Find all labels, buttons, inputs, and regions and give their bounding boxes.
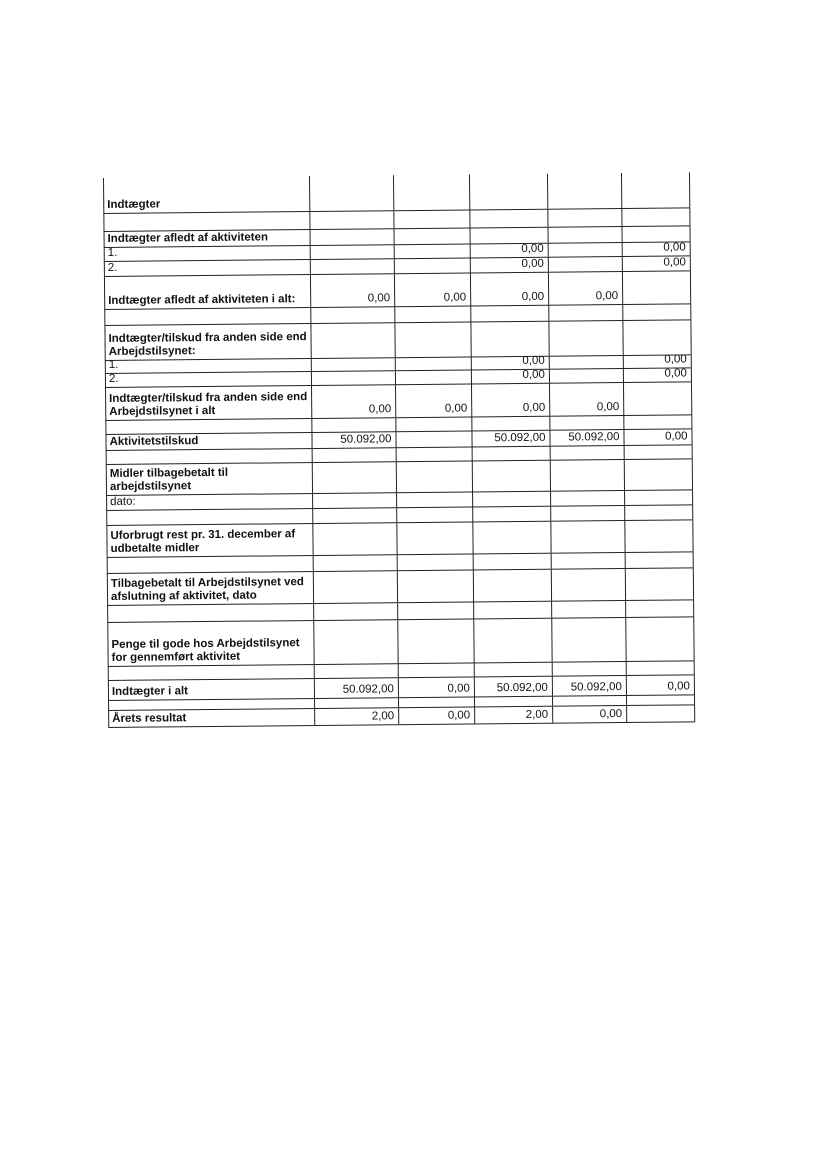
value-cell [625,568,694,600]
value-cell [623,382,692,415]
value-cell [311,371,395,385]
value-cell [552,676,626,696]
value-cell [547,227,621,243]
value-cell [312,523,396,555]
value-cell [310,229,394,245]
value-text: 0,00 [663,241,686,254]
value-cell [625,600,694,617]
value-text: 0,00 [522,368,545,381]
row-label: 1. [108,358,119,371]
row-label-cell [107,556,313,573]
value-cell [551,601,625,618]
value-cell [312,462,396,493]
value-cell [551,569,625,601]
value-cell [311,432,395,448]
value-cell [312,448,396,462]
value-cell [624,505,693,520]
value-cell [623,429,692,445]
value-cell [395,384,471,417]
value-cell [472,447,550,461]
value-cell [395,357,471,370]
row-label-cell [106,449,312,464]
row-label: Indtægter/tilskud fra anden side end Arbejdstilsynet i alt [109,391,308,418]
value-cell [310,274,394,307]
value-cell [398,677,474,697]
row-label-cell [108,665,314,680]
value-cell [474,663,552,677]
value-cell [548,257,622,272]
row-label: Aktivitetstilskud [109,435,199,448]
faint-mark: · · · · [376,793,410,799]
value-cell [469,193,547,210]
value-text: 50.092,00 [342,683,394,696]
value-cell [547,209,621,227]
value-cell [397,619,473,663]
value-cell [311,358,395,371]
value-text: 2,00 [371,710,395,723]
value-text: 0,00 [521,257,544,270]
value-cell [624,520,693,552]
value-text: 0,00 [521,242,544,255]
value-text: 50.092,00 [494,431,546,445]
value-cell [550,506,624,521]
value-cell [473,570,551,602]
value-text: 0,00 [444,402,468,415]
row-label: Midler tilbagebetalt til arbejdstilsynet [109,466,229,493]
value-cell [398,707,474,724]
value-text: 0,00 [664,353,687,366]
value-cell [622,242,691,256]
value-cell [395,417,471,431]
value-cell [474,697,552,707]
value-cell [473,619,551,663]
value-cell [470,228,548,244]
row-label: Indtægter i alt [111,685,189,698]
value-cell [470,244,548,258]
value-cell [625,617,694,661]
value-text: 0,00 [667,680,690,693]
value-cell [309,211,393,229]
value-cell [314,664,398,678]
value-cell [549,383,623,416]
value-cell [394,228,470,244]
value-cell [398,663,474,677]
value-cell [626,705,695,722]
value-cell [398,697,474,707]
value-cell [473,554,551,570]
value-cell [548,305,622,321]
row-label: 2. [107,261,118,274]
table-row [104,271,691,310]
row-label-cell [108,679,314,700]
value-cell [309,194,393,211]
row-label-cell [106,494,312,510]
row-label-cell [105,419,311,434]
row-label: dato: [110,495,136,508]
value-cell [469,210,547,228]
value-cell [474,677,552,697]
value-cell [622,256,691,271]
row-label-cell [105,372,311,387]
table-row [105,382,692,421]
value-cell [470,322,548,357]
value-cell [621,208,690,226]
value-cell [552,662,626,676]
value-cell [550,521,624,553]
value-cell [314,678,398,698]
value-cell [393,210,469,228]
value-cell [393,193,469,210]
value-cell [394,306,470,322]
value-cell [394,273,470,306]
value-cell [394,322,470,357]
value-cell [313,571,397,603]
value-cell [550,460,624,491]
table-row [104,320,691,361]
value-cell [626,695,695,705]
value-cell [472,522,550,554]
value-text: 0,00 [443,291,467,304]
row-label-cell [107,572,313,605]
row-label-cell [103,212,309,231]
row-label-cell [107,621,313,666]
value-cell [472,507,550,522]
value-cell [622,320,691,355]
value-cell [623,368,692,382]
value-cell [550,446,624,460]
row-label-cell [104,246,310,261]
value-cell [395,370,471,384]
value-cell [621,191,690,208]
value-cell [471,370,549,384]
value-cell [313,603,397,620]
value-cell [624,445,693,459]
value-cell [549,416,623,430]
value-text: 50.092,00 [568,431,620,444]
value-cell [471,417,549,431]
value-text: 0,00 [447,709,471,722]
value-text: 0,00 [521,290,545,303]
value-cell [396,507,472,522]
row-label-cell [104,324,310,360]
row-label: 1. [107,246,118,259]
value-cell [626,661,695,675]
value-cell [552,706,626,723]
value-cell [314,708,398,725]
value-text: 0,00 [447,682,470,695]
value-cell [548,243,622,257]
value-text: 0,00 [665,430,688,443]
value-cell [311,385,395,418]
row-label-cell [104,308,310,325]
row-label: Uforbrugt rest pr. 31. december af udbetalte midler [110,528,296,555]
value-text: 0,00 [368,403,392,416]
value-text: 50.092,00 [340,433,392,446]
row-label: Indtægter [107,198,161,211]
table-row [107,617,694,667]
row-label: Indtægter/tilskud fra anden side end Arbejdstilsynet: [108,331,307,358]
value-cell [624,459,693,490]
value-cell [310,259,394,274]
value-cell [314,698,398,708]
row-label: Årets resultat [112,712,187,725]
row-label-cell [106,509,312,525]
value-text: 2,00 [525,708,549,721]
value-cell [397,602,473,619]
value-cell [472,461,550,492]
value-cell [397,554,473,570]
value-cell [470,258,548,273]
value-cell [313,620,397,664]
value-cell [550,491,624,506]
value-cell [310,323,394,358]
value-cell [313,555,397,571]
value-cell [621,226,690,242]
value-cell [397,570,473,602]
value-text: 0,00 [595,290,619,303]
row-label-cell [106,463,312,495]
value-cell [312,508,396,523]
value-text: 0,00 [367,292,391,305]
value-cell [471,431,549,447]
value-cell [625,552,694,568]
value-cell [551,618,625,662]
row-label: Penge til gode hos Arbejdstilsynet for gennemført aktivitet [111,637,300,664]
value-text: 50.092,00 [496,681,548,695]
value-cell [623,415,692,429]
income-table [103,172,695,728]
value-cell [471,384,549,417]
value-cell [396,492,472,507]
value-cell [548,321,622,356]
row-label-cell [104,275,310,309]
value-cell [394,258,470,273]
value-cell [394,244,470,258]
value-cell [624,490,693,505]
value-cell [626,675,695,695]
value-cell [312,493,396,508]
value-cell [552,696,626,706]
value-cell [623,355,692,368]
value-text: 0,00 [664,367,687,380]
value-text: 50.092,00 [570,681,622,694]
value-cell [474,707,552,724]
row-label-cell [105,433,311,450]
value-text: 0,00 [522,354,545,367]
value-cell [472,492,550,507]
value-cell [311,418,395,432]
value-cell [470,306,548,322]
row-label-cell [103,195,309,213]
value-cell [549,369,623,383]
row-label-cell [107,604,313,622]
value-text: 0,00 [522,401,546,414]
value-cell [471,354,549,370]
row-label: Tilbagebetalt til Arbejdstilsynet ved afslutning af aktivitet, dato [110,576,304,603]
value-cell [548,272,622,305]
row-label-cell [106,524,312,557]
value-cell [310,245,394,259]
value-cell [473,602,551,619]
row-label-cell [104,260,310,276]
row-label: Indtægter afledt af aktiviteten [107,231,269,245]
value-cell [547,192,621,209]
value-text: 0,00 [663,256,686,269]
row-label: Indtægter afledt af aktiviteten i alt: [108,293,296,307]
row-label-cell [108,709,314,727]
value-cell [395,431,471,447]
value-cell [551,553,625,569]
row-label: 2. [108,372,119,385]
value-cell [310,307,394,323]
row-label-cell [105,386,311,420]
value-text: 0,00 [596,401,620,414]
value-cell [396,522,472,554]
value-cell [470,273,548,306]
value-cell [549,356,623,369]
value-cell [549,430,623,446]
value-cell [622,304,691,320]
value-cell [622,271,691,304]
value-cell [396,447,472,461]
value-cell [396,461,472,492]
value-text: 0,00 [599,708,623,721]
